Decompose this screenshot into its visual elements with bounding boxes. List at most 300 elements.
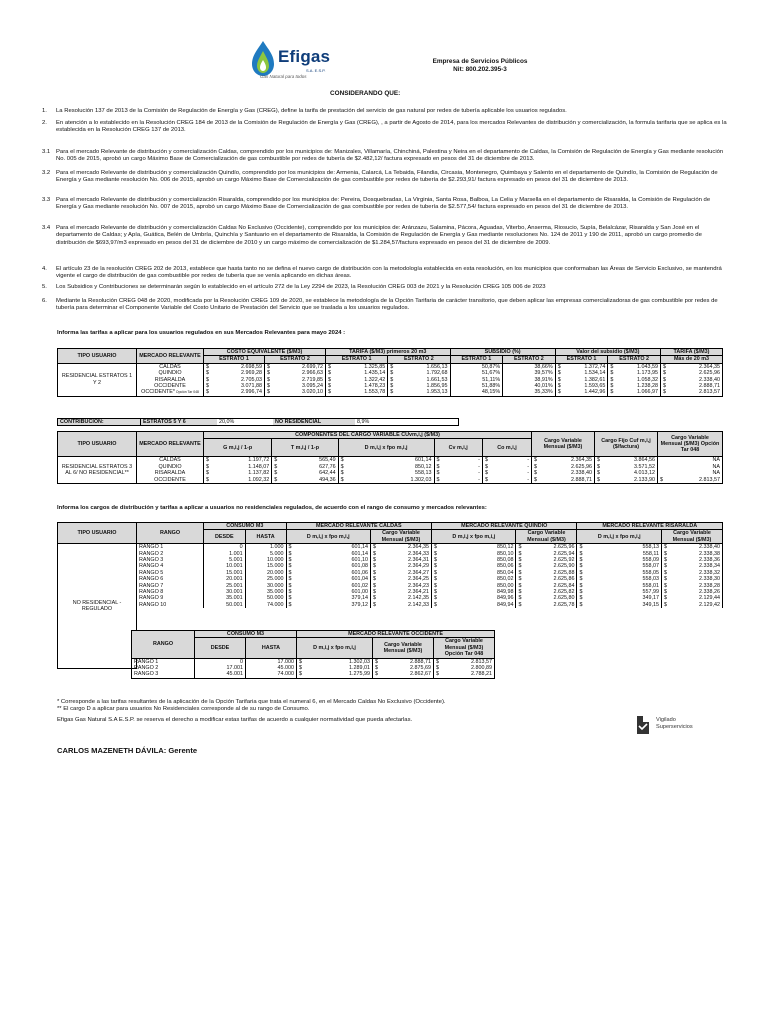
subsidio-estrato2: 38,66% [503,363,556,370]
d-value [338,477,434,484]
currency-symbol: $ [274,470,278,477]
note-3: Efigas Gas Natural S.A E.S.P. se reserva el derecho a modificar estas tarifas de acuerdo a cualquier normatividad que pueda afectarlas. [57,716,413,723]
quindio-variable-value: 2.625,88 [553,569,575,576]
risaralda-d-value: 558,11 [642,550,659,557]
contribucion-label: CONTRIBUCION: [58,419,141,426]
cv-value-value: - [478,457,480,464]
risaralda-variable-value: 2.338,28 [699,582,720,589]
caldas-d-value: 379,14 [351,595,368,602]
item-text: El artículo 23 de la resolución CREG 202 de 2013, establece que hasta tanto no se defina el nuevo cargo de distribución con la metodología establecida en esta resolución, en los municipios que conformaban las Áreas de Servicio Exclusivo, se mantendrá vigente el cargo de distribución de gas combustible por redes de tubería que se venía aplicando en dichas áreas. [56,266,722,280]
currency-symbol: $ [206,457,209,464]
cv-value [434,457,482,464]
quindio-variable-value: 2.625,84 [553,582,575,589]
quindio-d-value: 849,96 [496,595,514,602]
tipo-usuario: RESIDENCIAL ESTRATOS 1 Y 2 [58,363,137,396]
table-row [58,544,723,551]
col-t: T m,i,j / 1-p [272,439,338,457]
currency-symbol: $ [579,595,583,602]
col-cargo-variable: Cargo Variable Mensual ($/M3) [373,638,434,658]
co-value-value: - [527,463,529,470]
g-value-value: 1.148,07 [248,463,270,470]
currency-symbol: $ [206,463,209,470]
currency-symbol: $ [664,544,667,551]
costo-estrato1 [204,389,265,396]
tarifa-mas20-value: 2.813,57 [699,389,720,396]
currency-symbol: $ [288,582,292,589]
d-value-value: 601,14 [415,457,432,464]
quindio-d-value: 850,04 [496,569,514,576]
rango: RANGO 1 [137,544,204,551]
currency-symbol: $ [340,470,344,477]
cargo-fijo [595,477,658,484]
caldas-variable-value: 2.364,29 [408,563,429,570]
currency-symbol: $ [518,595,522,602]
currency-symbol: $ [373,563,376,570]
currency-symbol: $ [579,550,583,557]
costo-estrato1 [204,363,265,370]
currency-symbol: $ [434,550,437,557]
item-text: Para el mercado Relevante de distribución y comercialización Caldas, comprendido por los municipios de: Manizales, Villamaría, Chinchiná, Palestina y Neira en el departamento de Caldas, la Comisión de Regulación de Energía y Gas mediante resolución No. 005 de 2015, aprobó un cargo Máximo Base de Comercialización de gas combustible por redes de tubería de $2.482,12/ factura expresado en pesos del 31 de diciembre de 2013. [56,149,724,163]
cargo-fijo-content [597,477,655,483]
subsidio-estrato1: 48,15% [450,389,503,396]
costo-estrato1-value: 3.071,88 [240,383,262,390]
consumo-desde: 17.001 [195,665,246,671]
valor-estrato1 [555,363,608,370]
valor-estrato2 [608,363,661,370]
currency-symbol: $ [206,370,209,377]
consumo-desde: 1.001 [204,551,246,557]
consumo-hasta: 17.000 [246,658,297,665]
cv-value-value: - [478,463,480,470]
cargo-variable-value: 2.338,40 [571,470,592,477]
occidente-d-value: 1.275,99 [349,671,370,678]
caldas-d-value: 601,06 [351,569,368,576]
currency-symbol: $ [288,576,292,583]
cv-value [434,477,482,484]
consumo-desde: 0 [195,658,246,665]
col-consumo: CONSUMO M3 [204,523,287,530]
currency-symbol: $ [299,671,302,678]
valor-estrato1-value: 1.534,14 [584,370,606,377]
col-mercado-caldas: MERCADO RELEVANTE CALDAS [286,523,431,530]
currency-symbol: $ [206,363,209,370]
risaralda-variable-value: 2.338,40 [699,544,720,551]
caldas-d [286,544,370,551]
currency-symbol: $ [518,601,522,608]
col-g: G m,i,j / 1-p [204,439,272,457]
currency-symbol: $ [288,563,292,570]
table-row [58,477,723,484]
currency-symbol: $ [664,601,667,608]
cargo-fijo-value: 4.013,12 [634,470,655,477]
col-tipo-usuario: TIPO USUARIO [58,432,137,457]
costo-estrato1-value: 2.705,03 [240,376,262,383]
gas-flame-icon [250,40,276,78]
currency-symbol: $ [390,363,394,370]
rango: RANGO 8 [137,589,204,595]
valor-estrato2-value: 1.173,95 [636,370,658,377]
occidente-opcion-content [436,671,492,677]
tariffs-table [57,348,723,397]
col-tarifa-20: TARIFA ($/M3) primeros 20 m3 [325,349,450,356]
tarifa-estrato2-value: 1.661,53 [426,376,448,383]
costo-estrato2-value: 3.095,24 [301,383,323,390]
currency-symbol: $ [518,589,522,596]
occidente-d [297,671,373,678]
currency-symbol: $ [266,389,270,396]
currency-symbol: $ [288,550,292,557]
consumo-hasta: 15.000 [245,563,286,569]
company-type: Empresa de Servicios Públicos [432,58,528,65]
item-number: 6. [42,298,47,304]
cv-value-value: - [478,470,480,477]
currency-symbol: $ [436,470,440,477]
rango: RANGO 9 [137,595,204,601]
consumo-desde: 5.001 [204,557,246,563]
col-d: D m,i,j x fpo m,i,j [432,530,516,544]
tarifa-estrato1 [325,389,387,396]
currency-symbol: $ [434,601,437,608]
caldas-variable [371,544,432,551]
currency-symbol: $ [327,363,331,370]
mercado-name: QUINDIO [158,370,182,377]
consumo-desde: 0 [204,544,246,551]
currency-symbol: $ [288,601,292,608]
contribucion-table [57,418,459,426]
mercado-name: OCCIDENTE [154,383,186,390]
currency-symbol: $ [434,595,437,602]
cargo-variable-value: 2.625,96 [571,463,592,470]
col-cargo-fijo: Cargo Fijo Cuf m,i,j ($/factura) [595,432,658,457]
rango: RANGO 2 [137,551,204,557]
col-mercado: MERCADO RELEVANTE [137,349,204,364]
currency-symbol: $ [610,389,614,396]
risaralda-d-value: 558,07 [642,563,659,570]
currency-symbol: $ [327,376,331,383]
currency-symbol: $ [373,601,376,608]
tarifa-estrato2-value: 1.792,68 [426,370,448,377]
quindio-variable [516,544,577,551]
quindio-variable-value: 2.625,78 [553,601,575,608]
currency-symbol: $ [664,576,667,583]
currency-symbol: $ [557,376,561,383]
currency-symbol: $ [534,457,537,464]
consumo-desde: 50.001 [204,602,246,608]
col-cargo-variable: Cargo Variable Mensual ($/M3) [371,530,432,544]
cargo-fijo-value: 3.864,56 [634,457,655,464]
t-value-value: 494,36 [319,476,336,483]
tarifa-estrato2-content [390,389,447,395]
consumo-desde: 30.001 [204,589,246,595]
caldas-d-value: 601,00 [351,589,368,596]
manager-signature: CARLOS MAZENETH DÁVILA: Gerente [57,746,198,755]
tarifa-mas20-value: 2.338,40 [699,376,720,383]
consumo-hasta: 20.000 [245,570,286,576]
note-2: ** El cargo D a aplicar para usuarios No Residenciales corresponde al de su rango de Consumo. [57,706,310,713]
subsidio-estrato1: 50,87% [450,363,503,370]
item-number: 4. [42,266,47,272]
caldas-d-value: 601,04 [351,576,368,583]
cargo-opcion: NA [658,457,723,464]
currency-symbol: $ [436,665,439,672]
quindio-d-value: 850,02 [496,576,514,583]
currency-symbol: $ [579,569,583,576]
currency-symbol: $ [579,576,583,583]
col-estrato2: ESTRATO 2 [608,356,661,363]
caldas-variable-value: 2.142,33 [408,601,429,608]
currency-symbol: $ [206,389,209,396]
currency-symbol: $ [436,463,440,470]
rango: RANGO 10 [137,602,204,608]
currency-symbol: $ [557,363,561,370]
d-value-value: 850,12 [415,463,432,470]
tarifa-mas20 [660,389,722,396]
occidente-opcion [434,658,495,665]
quindio-variable-value: 2.625,90 [553,563,575,570]
costo-estrato2-value: 2.719,85 [301,376,323,383]
occidente-d-content [299,671,370,677]
subsidio-estrato2: 40,01% [503,383,556,389]
g-value [204,477,272,484]
quindio-d-value: 849,98 [496,589,514,596]
d-value-value: 558,13 [415,470,432,477]
risaralda-d-value: 557,99 [642,589,659,596]
quindio-d-value: 850,12 [496,544,514,551]
currency-symbol: $ [274,463,278,470]
quindio-d-value: 850,08 [496,557,514,564]
currency-symbol: $ [518,550,522,557]
costo-estrato2-value: 3.020,10 [301,389,323,396]
cargo-fijo [595,457,658,464]
rango: RANGO 7 [137,583,204,589]
quindio-variable-value: 2.625,82 [553,589,575,596]
spacer-row [58,608,723,617]
currency-symbol: $ [664,557,667,564]
d-value [338,457,434,464]
consumo-hasta: 35.000 [245,589,286,595]
currency-symbol: $ [664,595,667,602]
currency-symbol: $ [288,589,292,596]
currency-symbol: $ [664,569,667,576]
currency-symbol: $ [534,463,537,470]
risaralda-variable-value: 2.338,34 [699,563,720,570]
costo-estrato2 [264,363,325,370]
tarifa-mas20 [660,363,722,370]
currency-symbol: $ [610,383,614,390]
currency-symbol: $ [434,557,437,564]
tarifa-estrato1-value: 1.325,85 [364,363,386,370]
cargo-fijo-value: 2.133,90 [634,476,655,483]
currency-symbol: $ [436,658,439,665]
mercado-note: Opción Tar 048 [174,390,199,395]
item-number: 5. [42,284,47,290]
considerando-heading: CONSIDERANDO QUE: [330,90,401,97]
currency-symbol: $ [557,383,561,390]
currency-symbol: $ [206,376,209,383]
currency-symbol: $ [664,563,667,570]
item-number: 3.1 [42,149,51,155]
currency-symbol: $ [274,457,278,464]
rango: RANGO 3 [137,557,204,563]
col-subsidio: SUBSIDIO (%) [450,349,555,356]
consumo-hasta: 74.000 [245,602,286,608]
rango: RANGO 1 [132,658,195,665]
quindio-variable-value: 2.625,86 [553,576,575,583]
col-cargo-opcion: Cargo Variable Mensual ($/M3) Opción Tar 048 [658,432,723,457]
col-d: D m,i,j x fpo m,i,j [338,439,434,457]
valor-estrato1-content [558,389,606,395]
g-value-content [206,477,269,483]
currency-symbol: $ [206,470,209,477]
currency-symbol: $ [664,589,667,596]
currency-symbol: $ [662,370,666,377]
risaralda-variable-value: 2.338,26 [699,589,720,596]
costo-estrato2-value: 2.699,72 [301,363,323,370]
caldas-variable-value: 2.364,35 [408,544,429,551]
caldas-variable-value: 2.364,33 [408,550,429,557]
subsidio-estrato1: 51,88% [450,383,503,389]
section1-title: Informa las tarifas a aplicar para los usuarios regulados en sus Mercados Relevantes para mayo 2024 : [57,330,346,336]
occidente-opcion [434,671,495,678]
risaralda-d-value: 558,01 [642,582,659,589]
currency-symbol: $ [288,557,292,564]
currency-symbol: $ [664,550,667,557]
currency-symbol: $ [266,383,270,390]
valor-estrato1-value: 1.372,74 [584,363,606,370]
currency-symbol: $ [434,544,437,551]
col-desde: DESDE [195,638,246,658]
col-valor-subsidio: Valor del subsidio ($/M3) [555,349,660,356]
table-row [58,389,723,396]
cargo-variable-value: 2.888,71 [571,476,592,483]
currency-symbol: $ [340,463,344,470]
t-value [272,477,338,484]
company-info [405,58,555,74]
col-hasta: HASTA [245,530,286,544]
currency-symbol: $ [518,544,522,551]
occidente-table [131,630,495,679]
currency-symbol: $ [534,470,537,477]
mercado-relevante [137,363,204,370]
col-rango: RANGO [137,523,204,544]
col-mas20: Más de 20 m3 [660,356,722,363]
currency-symbol: $ [434,563,437,570]
col-desde: DESDE [204,530,246,544]
logo-text: Efigas [278,47,331,66]
col-rango: RANGO [132,631,195,659]
risaralda-variable-value: 2.129,44 [699,595,720,602]
quindio-d-value: 850,06 [496,563,514,570]
tarifa-estrato2-value: 1.656,13 [426,363,448,370]
currency-symbol: $ [579,582,583,589]
col-d: D m,i,j x fpo m,i,j [286,530,370,544]
rango: RANGO 5 [137,570,204,576]
rango: RANGO 3 [132,671,195,678]
costo-estrato1-value: 2.996,74 [240,389,262,396]
mercado-relevante: CALDAS [137,457,204,464]
col-estrato1: ESTRATO 1 [555,356,608,363]
quindio-variable-value: 2.625,92 [553,557,575,564]
risaralda-variable-value: 2.338,38 [699,550,720,557]
currency-symbol: $ [434,582,437,589]
vigilado-line2: Superservicios [656,724,693,730]
currency-symbol: $ [390,376,394,383]
consumo-desde: 25.001 [204,583,246,589]
col-tipo-usuario: TIPO USUARIO [58,523,137,544]
currency-symbol: $ [579,544,583,551]
col-estrato1: ESTRATO 1 [204,356,265,363]
rango: RANGO 2 [132,665,195,671]
caldas-variable-value: 2.364,23 [408,582,429,589]
contribucion-estratos-pct: 20,0% [217,419,273,426]
efigas-logo [248,38,331,82]
col-cargo-variable: Cargo Variable Mensual ($/M3) [532,432,595,457]
currency-symbol: $ [579,563,583,570]
valor-estrato1-value: 1.442,96 [584,389,606,396]
col-hasta: HASTA [246,638,297,658]
currency-symbol: $ [597,457,600,464]
consumo-desde: 10.001 [204,563,246,569]
cargo-opcion-value: 2.813,57 [699,476,720,483]
tarifa-estrato2 [388,389,450,396]
tipo-usuario: RESIDENCIAL ESTRATOS 3 AL 6/ NO RESIDENCIAL** [58,457,137,484]
quindio-variable-value: 2.625,80 [553,595,575,602]
valor-estrato1-value: 1.382,61 [584,376,606,383]
cargo-variable [532,477,595,484]
occidente-opcion-value: 2.788,21 [471,671,492,678]
risaralda-d-value: 558,09 [642,557,659,564]
item-text: La Resolución 137 de 2013 de la Comisión de Regulación de Energía y Gas (CREG), define la tarifa de prestación del servicio de gas natural por redes de tubería aplicable los usuarios regulados. [56,108,567,114]
valor-estrato2-value: 1.058,32 [636,376,658,383]
currency-symbol: $ [484,470,488,477]
cargo-opcion: NA [658,464,723,470]
cargo-variable-value: 2.364,35 [571,457,592,464]
currency-symbol: $ [390,383,394,390]
currency-symbol: $ [373,589,376,596]
col-d: D m,i,j x fpo m,i,j [297,638,373,658]
risaralda-variable-value: 2.338,32 [699,569,720,576]
valor-estrato2-value: 1.238,28 [636,383,658,390]
costo-estrato2 [264,389,325,396]
costo-estrato1-value: 2.969,28 [240,370,262,377]
contribucion-no-residencial: NO RESIDENCIAL [273,419,355,426]
caldas-d-value: 601,08 [351,563,368,570]
item-text: Para el mercado Relevante de distribución y comercialización Quindío, comprendido por los municipios de: Armenia, Calarcá, La Tebaida, Filandia, Circasia, Montenegro, Quimbaya y Salento en el departamento de Quindío, la Comisión de Regulación de Energía y Gas mediante resolución No. 006 de 2015, aprobó un cargo Máximo Base de Comercialización de gas combustible por redes de tubería de $2.293,91/ factura expresado en pesos del 31 de diciembre de 2013. [56,170,718,184]
note-1: * Corresponde a las tarifas resultantes de la aplicación de la Opción Tarifaria que trata el numeral 6, en el Mercado Caldas No Exclusivo (Occidente). [57,699,446,705]
currency-symbol: $ [557,370,561,377]
tarifa-estrato1-content [328,389,385,395]
currency-symbol: $ [597,476,600,483]
mercado-name: RISARALDA [154,376,186,383]
caldas-variable-value: 2.364,21 [408,589,429,596]
currency-symbol: $ [390,370,394,377]
currency-symbol: $ [518,569,522,576]
cargo-variable-content [534,477,592,483]
currency-symbol: $ [434,576,437,583]
col-estrato1: ESTRATO 1 [325,356,387,363]
occidente-variable-value: 2.862,67 [410,671,431,678]
consumo-hasta: 45.000 [246,665,297,671]
costo-estrato2-value: 2.966,63 [301,370,323,377]
risaralda-variable-value: 2.338,36 [699,557,720,564]
currency-symbol: $ [373,576,376,583]
tarifa-estrato2 [388,363,450,370]
contribucion-no-residencial-pct: 8,9% [355,419,459,426]
item-text: En atención a lo establecido en la Resolución CREG 184 de 2013 de la Comisión de Regulación de Energía y Gas (CREG), , a partir de Agosto de 2014, para los mercados Relevantes de distribución y comercialización, la formula tarifaria que se aplica es la establecida en la Resolución CREG 137 de 2013. [56,120,727,134]
occidente-variable [373,658,434,665]
occidente-variable [373,671,434,678]
cargo-fijo-value: 3.571,52 [634,463,655,470]
